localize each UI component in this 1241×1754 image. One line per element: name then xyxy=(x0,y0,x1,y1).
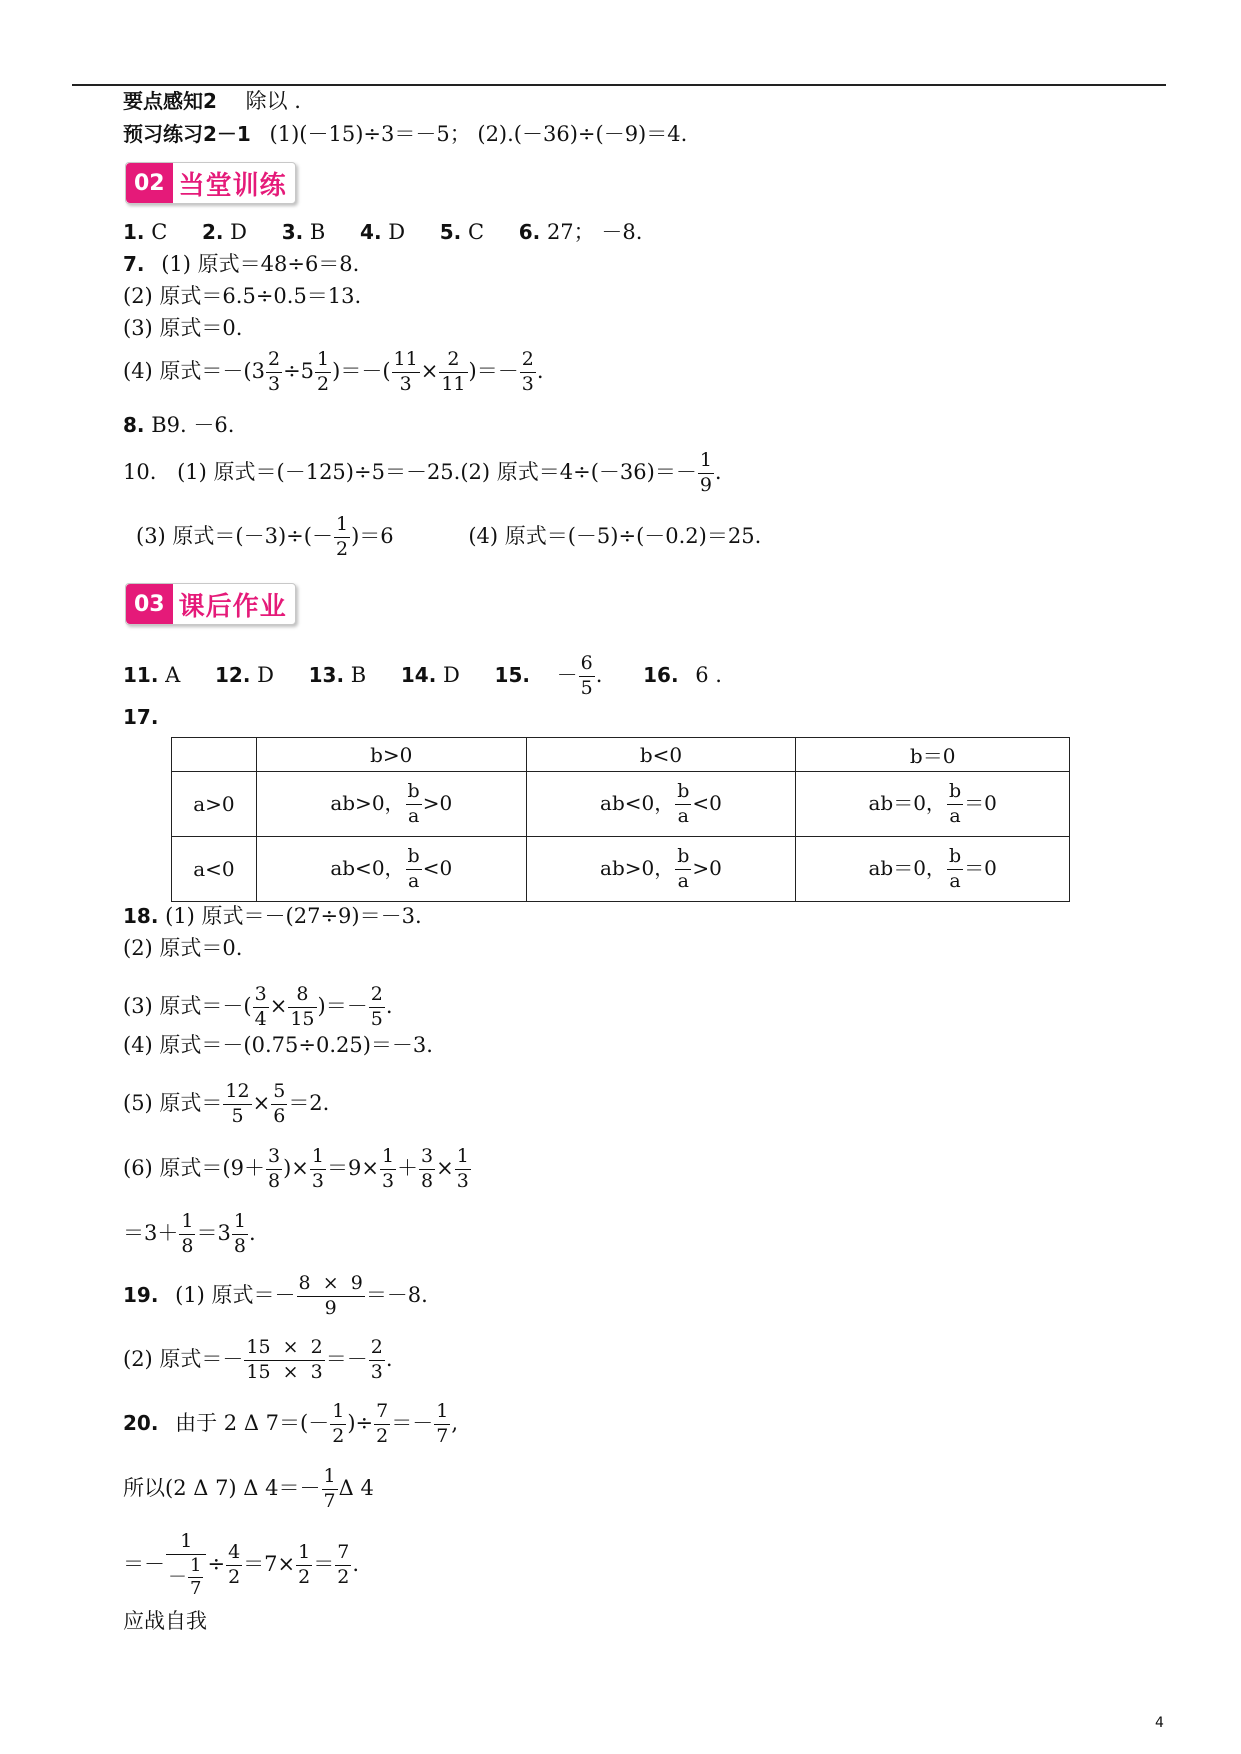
question-number: 6. xyxy=(518,220,541,244)
q19-line-1: 19. (1) 原式＝－ $\frac{8 \times 9}{9}$ ＝－8. xyxy=(123,1272,428,1319)
answer: D xyxy=(230,220,248,244)
q18-part-2: (2) 原式＝0. xyxy=(123,936,243,960)
fraction: $\frac{1}{2}$ xyxy=(332,1400,345,1447)
header-rule xyxy=(72,84,1166,86)
fraction: $\frac{3}{8}$ xyxy=(421,1145,434,1192)
q10-line-1: 10. (1) 原式＝(－125)÷5＝－25.(2) 原式＝4÷(－36)＝－ $\frac{1}{9}$ . xyxy=(123,449,722,496)
q20-line-2-prefix: 所以(2 Δ 7) Δ 4＝－ xyxy=(123,1475,321,1500)
fraction: $\frac{2}{11}$ xyxy=(441,348,466,395)
q18-part-5: (5) 原式＝ $\frac{12}{5}$ × $\frac{5}{6}$ ＝2. xyxy=(123,1080,330,1127)
cell-pre: ab＝0， xyxy=(868,790,946,815)
q19-part-2-prefix: (2) 原式＝－ xyxy=(123,1346,244,1371)
q7-part-3: (3) 原式＝0. xyxy=(123,316,243,340)
q18-part-3: (3) 原式＝－( $\frac{3}{4}$ × $\frac{8}{15}$ )＝－ $\frac{2}{5}$ . xyxy=(123,983,393,1030)
cell-pre: ab>0， xyxy=(600,855,675,880)
q18-part-1: (1) 原式＝－(27÷9)＝－3. xyxy=(165,904,422,928)
answer: B xyxy=(350,662,367,687)
cell-post: >0 xyxy=(692,855,722,880)
answer: D xyxy=(257,662,274,687)
fraction: $\frac{15 \times 2}{15 \times 3}$ xyxy=(246,1336,323,1383)
q7-part-4: (4) 原式＝－(3 $\frac{2}{3}$ ÷5 $\frac{1}{2}$ )＝－( $\frac{11}{3}$ × $\frac{2}{11}$ )＝－ $\frac{2}{3}$ . xyxy=(123,348,544,395)
table-cell xyxy=(796,837,1070,902)
answer: C xyxy=(467,220,485,244)
answer: D xyxy=(388,220,406,244)
table-row xyxy=(172,837,1070,902)
q8-9-answer: B9. －6. xyxy=(151,413,235,437)
fraction: $\frac{1}{2}$ xyxy=(317,348,330,395)
q20-line-1: 20. 由于 2 Δ 7＝(－ $\frac{1}{2}$ )÷ $\frac{7}{2}$ ＝－ $\frac{1}{7}$ , xyxy=(123,1400,458,1447)
q20-line-1-prefix: 由于 2 Δ 7＝(－ xyxy=(175,1410,330,1435)
q8-9-line xyxy=(123,411,234,439)
table-row xyxy=(172,772,1070,837)
fraction: $\frac{1}{3}$ xyxy=(456,1145,469,1192)
fraction: $\frac{4}{2}$ xyxy=(228,1541,241,1588)
fraction: $\frac{b}{a}$ xyxy=(407,844,420,892)
answer: － xyxy=(556,662,578,687)
fraction: $\frac{b}{a}$ xyxy=(948,844,962,892)
q18-line-1 xyxy=(123,902,422,930)
q7-part-1: (1) 原式＝48÷6＝8. xyxy=(161,252,360,276)
answer: D xyxy=(443,662,460,687)
fraction: $\frac{b}{a}$ xyxy=(407,779,420,827)
question-number: 13. xyxy=(308,662,345,687)
question-number: 18. xyxy=(123,904,159,928)
question-number: 3. xyxy=(281,220,304,244)
section-badge-03 xyxy=(125,583,296,625)
fraction: $\frac{8 \times 9}{9}$ xyxy=(298,1272,363,1319)
question-number: 20. xyxy=(123,1410,159,1435)
fraction: $\frac{7}{2}$ xyxy=(376,1400,389,1447)
q7-part-2: (2) 原式＝6.5÷0.5＝13. xyxy=(123,284,362,308)
section-title: 当堂训练 xyxy=(178,170,287,201)
fraction: $\frac{1}{2}$ xyxy=(298,1541,311,1588)
table-cell xyxy=(256,837,526,902)
fraction: $\frac{11}{3}$ xyxy=(393,348,418,395)
fraction: $\frac{6}{5}$ xyxy=(580,652,593,699)
section-badge-02 xyxy=(125,162,296,204)
cell-pre: ab<0， xyxy=(600,790,675,815)
question-number: 19. xyxy=(123,1282,159,1307)
cell-post: ＝0 xyxy=(964,790,997,815)
section-number: 03 xyxy=(126,584,173,624)
q20-line-3: ＝－ 1 － $\frac{1}{7}$ ÷ $\frac{4}{2}$ ＝7× $\frac{1}{2}$ ＝ $\frac{7}{2}$ . xyxy=(123,1530,360,1600)
fraction: $\frac{12}{5}$ xyxy=(225,1080,250,1127)
question-number: 16. xyxy=(643,662,679,687)
q18-part-6-prefix: (6) 原式＝(9＋ xyxy=(123,1155,265,1180)
q10-part-1-2: (1) 原式＝(－125)÷5＝－25.(2) 原式＝4÷(－36)＝－ xyxy=(177,459,697,484)
question-number: 15. xyxy=(494,662,530,687)
fraction: $\frac{b}{a}$ xyxy=(948,779,962,827)
question-number: 4. xyxy=(360,220,382,244)
fraction: $\frac{1}{8}$ xyxy=(233,1210,246,1257)
q17-line xyxy=(123,703,158,731)
question-number: 14. xyxy=(400,662,437,687)
question-number: 1. xyxy=(123,220,145,244)
fraction: $\frac{2}{3}$ xyxy=(521,348,534,395)
q10-part-3-suffix: )＝6 xyxy=(351,523,394,548)
question-number: 17. xyxy=(123,705,159,729)
fraction: $\frac{2}{3}$ xyxy=(267,348,281,395)
fraction: $\frac{1}{2}$ xyxy=(335,513,349,560)
table-header-cell: b<0 xyxy=(526,738,796,772)
cell-pre: ab>0， xyxy=(330,790,405,815)
q10-part-3-prefix: (3) 原式＝(－3)÷(－ xyxy=(136,523,333,548)
fraction: $\frac{b}{a}$ xyxy=(677,779,690,827)
question-number: 7. xyxy=(123,252,145,276)
answer: B xyxy=(309,220,326,244)
q18-part-6-cont: ＝3＋ $\frac{1}{8}$ ＝3 $\frac{1}{8}$ . xyxy=(123,1210,256,1257)
table-cell xyxy=(526,837,796,902)
fraction: $\frac{b}{a}$ xyxy=(677,844,690,892)
cell-pre: ab<0， xyxy=(330,855,405,880)
fraction: $\frac{1}{9}$ xyxy=(699,449,712,496)
question-number: 12. xyxy=(214,662,251,687)
answers-11-16: 11. A 12. D 13. B 14. D 15. － $\frac{6}{5}$ . 16. 6 . xyxy=(123,652,722,699)
table-header-row xyxy=(172,738,1070,772)
section-number: 02 xyxy=(126,163,173,203)
fraction: $\frac{1}{8}$ xyxy=(181,1210,194,1257)
q10-line-2 xyxy=(136,513,761,562)
answer: C xyxy=(151,220,168,244)
preview-text: (1)(－15)÷3＝－5； (2).(－36)÷(－9)＝4. xyxy=(269,122,688,146)
q10-part-4: (4) 原式＝(－5)÷(－0.2)＝25. xyxy=(468,523,762,548)
sign-table xyxy=(171,737,1070,902)
table-header-cell: b>0 xyxy=(256,738,526,772)
table-header-cell: b＝0 xyxy=(796,738,1070,772)
key-point-line xyxy=(123,87,301,115)
fraction: $\frac{3}{4}$ xyxy=(254,983,267,1030)
fraction: $\frac{1}{3}$ xyxy=(311,1145,324,1192)
answer: 6 . xyxy=(695,662,722,687)
table-cell xyxy=(796,772,1070,837)
row-label: a>0 xyxy=(172,772,257,837)
key-point-text: 除以 . xyxy=(245,89,301,113)
answer: 27； －8. xyxy=(546,220,643,244)
preview-label: 预习练习2－1 xyxy=(123,122,251,146)
table-header-cell xyxy=(172,738,257,772)
cell-post: ＝0 xyxy=(964,855,997,880)
fraction: $\frac{1}{7}$ xyxy=(436,1400,449,1447)
row-label: a<0 xyxy=(172,837,257,902)
answers-1-6 xyxy=(123,218,642,246)
q18-part-5-prefix: (5) 原式＝ xyxy=(123,1090,223,1115)
cell-post: <0 xyxy=(692,790,722,815)
fraction: $\frac{1}{7}$ xyxy=(323,1465,336,1512)
q18-part-4: (4) 原式＝－(0.75÷0.25)＝－3. xyxy=(123,1033,433,1057)
cell-post: >0 xyxy=(422,790,453,815)
fraction: $\frac{2}{3}$ xyxy=(370,1336,383,1383)
fraction: $\frac{3}{8}$ xyxy=(267,1145,281,1192)
answer: A xyxy=(165,662,181,687)
table-cell xyxy=(526,772,796,837)
q19-part-1-prefix: (1) 原式＝－ xyxy=(175,1282,296,1307)
q7-part-4-prefix: (4) 原式＝－(3 xyxy=(123,358,265,383)
q18-part-3-prefix: (3) 原式＝－( xyxy=(123,993,252,1018)
q19-line-2: (2) 原式＝－ $\frac{15 \times 2}{15 \times 3}$ ＝－ $\frac{2}{3}$ . xyxy=(123,1336,393,1383)
question-number: 10. xyxy=(123,459,157,484)
question-number: 5. xyxy=(439,220,462,244)
q20-line-2: 所以(2 Δ 7) Δ 4＝－ $\frac{1}{7}$ Δ 4 xyxy=(123,1465,374,1512)
page-number: 4 xyxy=(1155,1715,1164,1731)
section-title: 课后作业 xyxy=(178,591,287,622)
fraction: $\frac{7}{2}$ xyxy=(337,1541,350,1588)
cell-pre: ab＝0， xyxy=(868,855,946,880)
q7-line-1 xyxy=(123,250,359,278)
question-number: 8. xyxy=(123,413,145,437)
fraction: $\frac{2}{5}$ xyxy=(370,983,383,1030)
preview-line xyxy=(123,120,687,148)
q18-part-6: (6) 原式＝(9＋ $\frac{3}{8}$ )× $\frac{1}{3}$ ＝9× $\frac{1}{3}$ ＋ $\frac{3}{8}$ × $\frac{1}{3}$ xyxy=(123,1145,469,1192)
fraction: $\frac{5}{6}$ xyxy=(273,1080,286,1127)
question-number: 2. xyxy=(201,220,224,244)
compound-fraction: 1 － $\frac{1}{7}$ xyxy=(166,1530,206,1601)
fraction: $\frac{8}{15}$ xyxy=(290,983,315,1030)
question-number: 11. xyxy=(123,662,159,687)
table-cell xyxy=(256,772,526,837)
cell-post: <0 xyxy=(422,855,453,880)
footer-heading: 应战自我 xyxy=(123,1609,207,1633)
key-point-label: 要点感知2 xyxy=(123,89,217,113)
fraction: $\frac{1}{3}$ xyxy=(381,1145,395,1192)
